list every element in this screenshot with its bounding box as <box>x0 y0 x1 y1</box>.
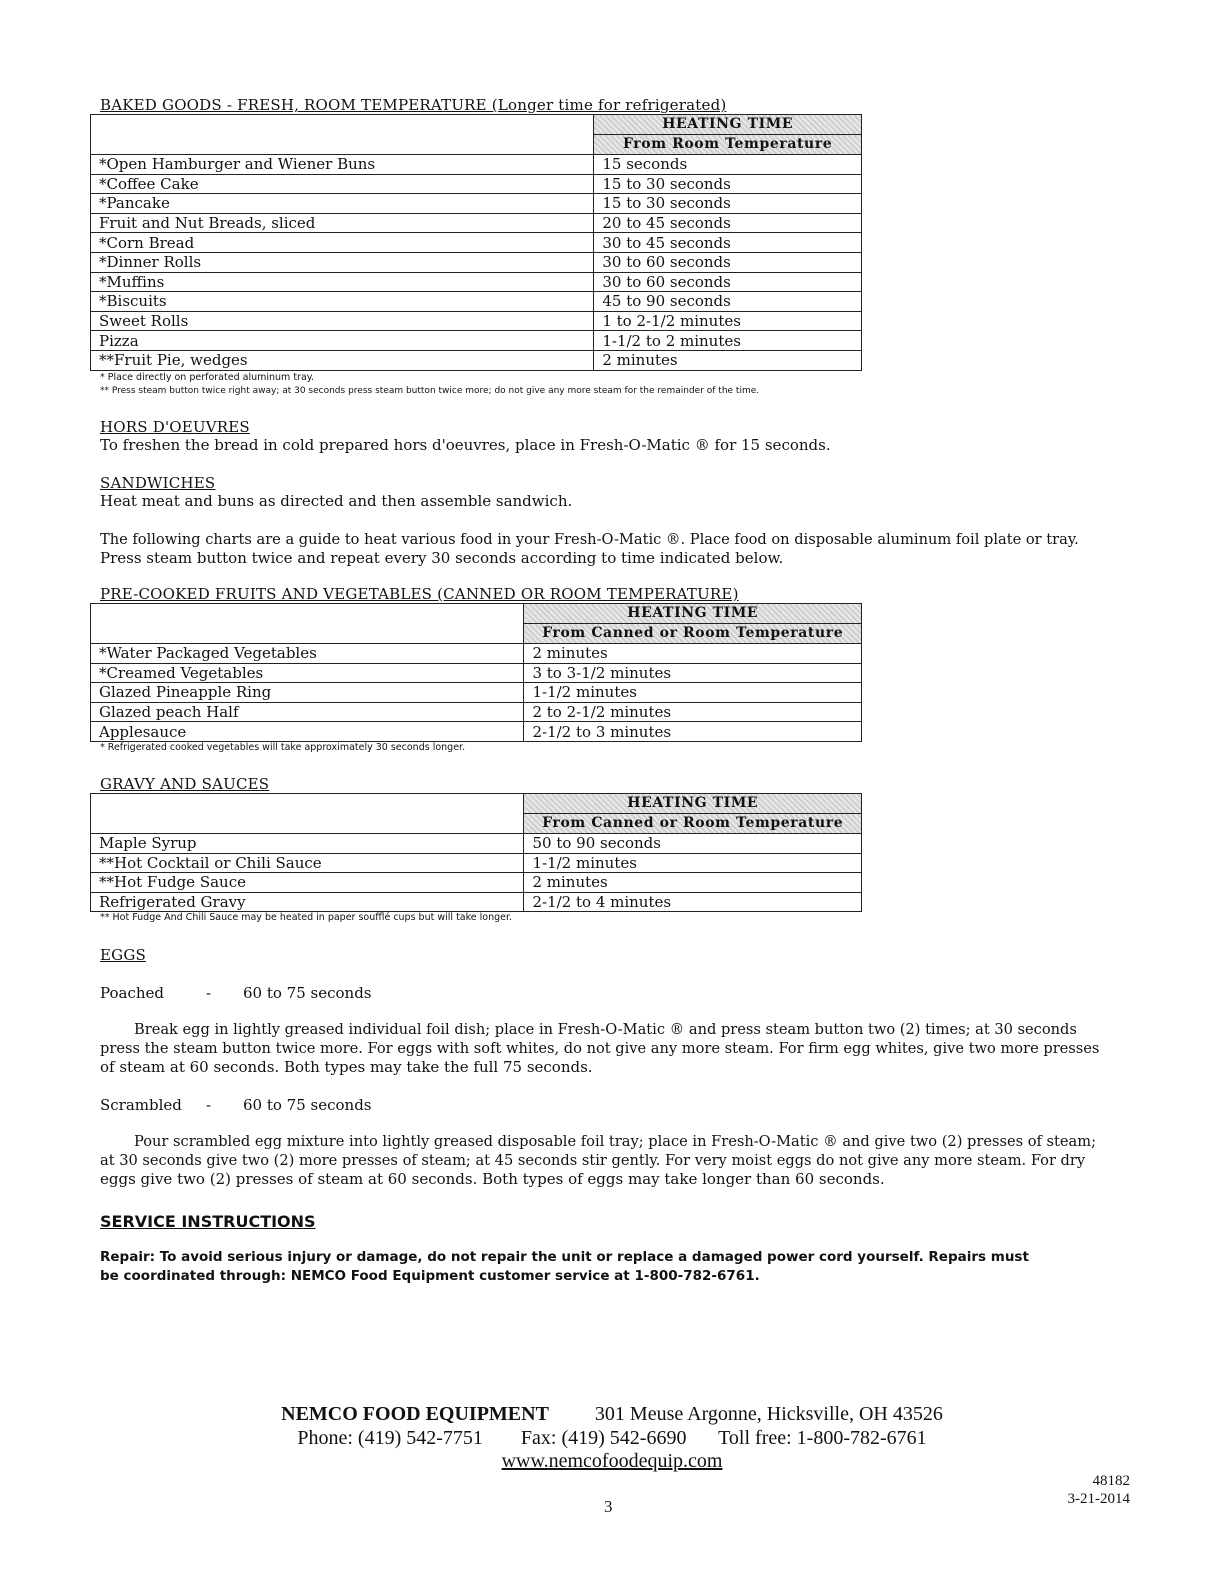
item-cell: Glazed peach Half <box>91 702 524 722</box>
item-cell: Pizza <box>91 331 594 351</box>
scrambled-label: Scrambled <box>100 1096 182 1114</box>
phone-number: Phone: (419) 542-7751 <box>297 1427 483 1449</box>
poached-time: 60 to 75 seconds <box>243 984 372 1002</box>
table-row <box>91 252 862 272</box>
time-cell: 45 to 90 seconds <box>594 292 862 312</box>
footer-contact-line <box>0 1427 1224 1450</box>
time-cell: 2-1/2 to 3 minutes <box>524 722 862 742</box>
table-header-row <box>91 604 862 624</box>
baked-goods-footnote-1: * Place directly on perforated aluminum tray. <box>100 372 315 383</box>
baked-goods-footnote-2: ** Press steam button twice right away; at 30 seconds press steam button twice more; do not give any more steam for the remainder of the time. <box>100 386 760 396</box>
item-cell: *Pancake <box>91 194 594 214</box>
table-row <box>91 155 862 175</box>
time-cell: 2 minutes <box>524 873 862 893</box>
gravy-footnote: ** Hot Fudge And Chili Sauce may be heated in paper soufflé cups but will take longer. <box>100 912 513 923</box>
item-cell: Fruit and Nut Breads, sliced <box>91 213 594 233</box>
poached-dash: - <box>206 984 212 1002</box>
item-cell: Glazed Pineapple Ring <box>91 683 524 703</box>
fruits-veg-heading: PRE-COOKED FRUITS AND VEGETABLES (CANNED OR ROOM TEMPERATURE) <box>100 585 739 603</box>
scrambled-text-line-2: at 30 seconds give two (2) more presses of steam; at 45 seconds stir gently. For very moist eggs do not give any more steam. For dry <box>100 1152 1086 1169</box>
table-header-blank <box>91 604 524 644</box>
table-header-blank <box>91 794 524 834</box>
item-cell: *Dinner Rolls <box>91 252 594 272</box>
time-cell: 2 to 2-1/2 minutes <box>524 702 862 722</box>
intro-line-2: Press steam button twice and repeat every 30 seconds according to time indicated below. <box>100 549 784 567</box>
time-cell: 2 minutes <box>524 644 862 664</box>
time-cell: 1-1/2 minutes <box>524 853 862 873</box>
time-cell: 30 to 45 seconds <box>594 233 862 253</box>
scrambled-time: 60 to 75 seconds <box>243 1096 372 1114</box>
table-row <box>91 213 862 233</box>
page-number: 3 <box>604 1497 613 1516</box>
time-cell: 15 to 30 seconds <box>594 174 862 194</box>
table-row <box>91 292 862 312</box>
poached-label: Poached <box>100 984 164 1002</box>
time-cell: 30 to 60 seconds <box>594 272 862 292</box>
item-cell: *Biscuits <box>91 292 594 312</box>
table-row <box>91 272 862 292</box>
table-row <box>91 331 862 351</box>
table-row <box>91 174 862 194</box>
scrambled-dash: - <box>206 1096 212 1114</box>
table-row <box>91 663 862 683</box>
table-header-blank <box>91 115 594 155</box>
poached-text-line-3: of steam at 60 seconds. Both types may take the full 75 seconds. <box>100 1058 593 1076</box>
table-row <box>91 722 862 742</box>
website-link[interactable]: www.nemcofoodequip.com <box>501 1450 723 1472</box>
footer-website-line <box>0 1450 1224 1473</box>
item-cell: *Creamed Vegetables <box>91 663 524 683</box>
poached-text-line-2: press the steam button twice more. For eggs with soft whites, do not give any more steam. For firm egg whites, give two more presses <box>100 1040 1100 1057</box>
sandwiches-heading: SANDWICHES <box>100 474 216 492</box>
fax-number: Fax: (419) 542-6690 <box>520 1427 687 1449</box>
item-cell: *Corn Bread <box>91 233 594 253</box>
table-row <box>91 311 862 331</box>
repair-line-2: be coordinated through: NEMCO Food Equipment customer service at 1-800-782-6761. <box>100 1268 760 1284</box>
table-row <box>91 683 862 703</box>
item-cell: **Hot Cocktail or Chili Sauce <box>91 853 524 873</box>
time-cell: 20 to 45 seconds <box>594 213 862 233</box>
item-cell: **Hot Fudge Sauce <box>91 873 524 893</box>
item-cell: *Coffee Cake <box>91 174 594 194</box>
scrambled-text-line-1: Pour scrambled egg mixture into lightly greased disposable foil tray; place in Fresh-O-Matic ® and give two (2) presses of steam; <box>134 1133 1097 1150</box>
time-cell: 1-1/2 to 2 minutes <box>594 331 862 351</box>
hors-doeuvres-text: To freshen the bread in cold prepared hors d'oeuvres, place in Fresh-O-Matic ® for 15 seconds. <box>100 436 831 454</box>
item-cell: *Open Hamburger and Wiener Buns <box>91 155 594 175</box>
repair-line-1: Repair: To avoid serious injury or damage, do not repair the unit or replace a damaged power cord yourself. Repairs must <box>100 1249 1029 1265</box>
heating-time-header: HEATING TIME <box>594 115 862 135</box>
fruits-veg-table <box>90 603 862 742</box>
table-row <box>91 853 862 873</box>
table-header-row <box>91 115 862 135</box>
hors-doeuvres-heading: HORS D'OEUVRES <box>100 418 250 436</box>
time-cell: 2-1/2 to 4 minutes <box>524 892 862 912</box>
sandwiches-text: Heat meat and buns as directed and then assemble sandwich. <box>100 492 573 510</box>
time-cell: 3 to 3-1/2 minutes <box>524 663 862 683</box>
gravy-heading: GRAVY AND SAUCES <box>100 775 270 793</box>
eggs-heading: EGGS <box>100 946 146 964</box>
baked-goods-table <box>90 114 862 371</box>
table-row <box>91 233 862 253</box>
table-row <box>91 702 862 722</box>
table-row <box>91 834 862 854</box>
heating-time-header: HEATING TIME <box>524 604 862 624</box>
company-name: NEMCO FOOD EQUIPMENT <box>281 1403 549 1425</box>
time-cell: 15 to 30 seconds <box>594 194 862 214</box>
heating-time-subheader: From Canned or Room Temperature <box>524 814 862 834</box>
fruits-veg-footnote: * Refrigerated cooked vegetables will take approximately 30 seconds longer. <box>100 742 466 753</box>
item-cell: Refrigerated Gravy <box>91 892 524 912</box>
item-cell: Maple Syrup <box>91 834 524 854</box>
table-row <box>91 350 862 370</box>
table-row <box>91 873 862 893</box>
table-header-row <box>91 794 862 814</box>
heating-time-subheader: From Canned or Room Temperature <box>524 624 862 644</box>
heating-time-header: HEATING TIME <box>524 794 862 814</box>
item-cell: *Muffins <box>91 272 594 292</box>
item-cell: Applesauce <box>91 722 524 742</box>
company-address: 301 Meuse Argonne, Hicksville, OH 43526 <box>594 1403 943 1425</box>
baked-goods-heading: BAKED GOODS - FRESH, ROOM TEMPERATURE (Longer time for refrigerated) <box>100 96 727 114</box>
table-row <box>91 644 862 664</box>
toll-free-number: Toll free: 1-800-782-6761 <box>718 1427 927 1449</box>
scrambled-text-line-3: eggs give two (2) presses of steam at 60 seconds. Both types of eggs may take longer than 60 seconds. <box>100 1170 885 1188</box>
document-date: 3-21-2014 <box>1067 1491 1130 1507</box>
intro-line-1: The following charts are a guide to heat various food in your Fresh-O-Matic ®. Place food on disposable aluminum foil plate or tray. <box>100 531 1079 548</box>
item-cell: Sweet Rolls <box>91 311 594 331</box>
time-cell: 50 to 90 seconds <box>524 834 862 854</box>
time-cell: 30 to 60 seconds <box>594 252 862 272</box>
table-row <box>91 892 862 912</box>
gravy-table <box>90 793 862 912</box>
item-cell: **Fruit Pie, wedges <box>91 350 594 370</box>
service-instructions-title: SERVICE INSTRUCTIONS <box>100 1212 316 1231</box>
footer-company-line <box>0 1403 1224 1426</box>
heating-time-subheader: From Room Temperature <box>594 135 862 155</box>
document-number: 48182 <box>1092 1473 1130 1489</box>
table-row <box>91 194 862 214</box>
time-cell: 1 to 2-1/2 minutes <box>594 311 862 331</box>
poached-text-line-1: Break egg in lightly greased individual foil dish; place in Fresh-O-Matic ® and press steam button two (2) times; at 30 seconds <box>134 1021 1077 1038</box>
time-cell: 2 minutes <box>594 350 862 370</box>
item-cell: *Water Packaged Vegetables <box>91 644 524 664</box>
time-cell: 1-1/2 minutes <box>524 683 862 703</box>
time-cell: 15 seconds <box>594 155 862 175</box>
